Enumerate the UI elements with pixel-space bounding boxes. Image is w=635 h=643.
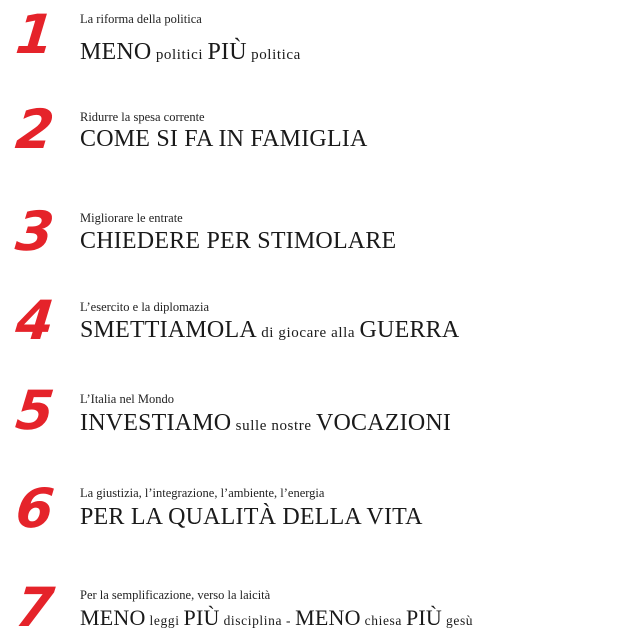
title-word: PIÙ [183, 605, 220, 630]
item-subtitle-6: La giustizia, l’integrazione, l’ambiente, l’energia [80, 486, 325, 500]
item-number-4: 4 [12, 289, 56, 352]
title-word: sulle nostre [231, 418, 316, 434]
item-number-7: 7 [12, 576, 56, 639]
title-word: INVESTIAMO [80, 410, 232, 436]
item-subtitle-1: La riforma della politica [80, 12, 202, 26]
title-word: politica [246, 47, 301, 63]
item-title-4 [80, 316, 459, 347]
item-number-1: 1 [12, 3, 56, 66]
item-number-3: 3 [12, 200, 56, 263]
item-subtitle-3: Migliorare le entrate [80, 211, 183, 225]
item-subtitle-2: Ridurre la spesa corrente [80, 110, 205, 124]
item-subtitle-4: L’esercito e la diplomazia [80, 300, 209, 314]
title-word: PIÙ [405, 605, 443, 630]
title-word: MENO [295, 605, 361, 630]
title-word: CHIEDERE PER STIMOLARE [80, 228, 397, 254]
item-title-6 [80, 503, 423, 531]
title-word: VOCAZIONI [315, 410, 452, 436]
item-title-2 [80, 125, 368, 153]
item-title-7 [80, 604, 473, 635]
item-number-5: 5 [12, 379, 56, 442]
item-title-3 [80, 227, 396, 255]
title-word: COME SI FA IN FAMIGLIA [80, 126, 368, 152]
title-word: GUERRA [359, 317, 460, 343]
item-title-1 [80, 38, 301, 69]
title-word: SMETTIAMOLA [80, 317, 257, 343]
title-word: MENO [80, 39, 152, 65]
title-word: MENO [80, 605, 146, 630]
title-word: chiesa [360, 613, 406, 628]
title-word: PIÙ [207, 39, 247, 65]
item-title-5 [80, 409, 451, 440]
item-subtitle-5: L’Italia nel Mondo [80, 392, 174, 406]
title-word: disciplina - [219, 613, 296, 628]
item-number-6: 6 [12, 477, 56, 540]
title-word: politici [151, 47, 208, 63]
title-word: PER LA QUALITÀ DELLA VITA [80, 504, 423, 530]
title-word: gesù [442, 613, 474, 628]
title-word: di giocare alla [256, 325, 360, 341]
item-subtitle-7: Per la semplificazione, verso la laicità [80, 588, 271, 602]
title-word: leggi [145, 613, 184, 628]
item-number-2: 2 [12, 98, 56, 161]
